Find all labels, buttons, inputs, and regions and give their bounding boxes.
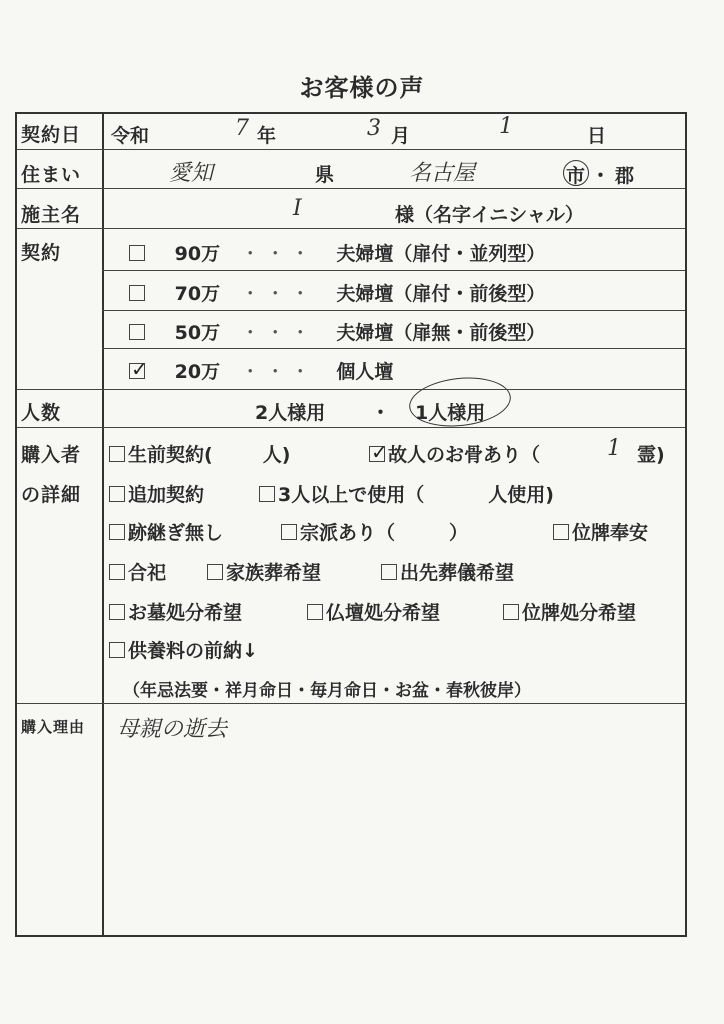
people-label: 人数 [21, 402, 62, 424]
district-unit: 郡 [615, 165, 635, 187]
contract-option [129, 239, 545, 266]
option-desc: 夫婦壇（扉無・前後型） [336, 322, 546, 344]
checkbox-icon[interactable] [129, 285, 145, 301]
pre-contract-unit: 人) [262, 444, 291, 466]
buyer-line-3 [109, 518, 223, 545]
contract-date-label: 契約日 [21, 124, 82, 146]
option-price: 20万 [174, 361, 221, 383]
additional-contract: 追加契約 [128, 484, 205, 506]
contract-option [129, 357, 393, 384]
reason-text: 母親の逝去 [117, 717, 228, 742]
checkbox-icon[interactable] [109, 642, 125, 658]
page-title: お客様の声 [299, 74, 425, 102]
prepay: 供養料の前納↓ [128, 640, 258, 662]
grave-disposal: お墓処分希望 [128, 602, 243, 624]
option-dots: ・・・ [240, 243, 316, 265]
sect-label: 宗派あり（ [300, 522, 396, 544]
buyer-line-5 [109, 598, 242, 625]
prefecture-value: 愛知 [169, 161, 214, 186]
option-desc: 夫婦壇（扉付・並列型） [336, 243, 546, 265]
buyer-family-funeral [207, 558, 321, 585]
checkbox-icon[interactable] [503, 604, 519, 620]
option-dots: ・・・ [240, 283, 316, 305]
people-option-2: 2人様用 [255, 402, 326, 424]
checkbox-icon[interactable] [307, 604, 323, 620]
day-unit: 日 [587, 125, 607, 147]
checkbox-icon[interactable] [109, 486, 125, 502]
checkbox-icon[interactable] [129, 245, 145, 261]
row-divider [17, 149, 685, 150]
contract-label: 契約 [21, 242, 62, 264]
gassi: 合祀 [128, 562, 167, 584]
family-funeral: 家族葬希望 [226, 562, 322, 584]
memorial-note: （年忌法要・祥月命日・毎月命日・お盆・春秋彼岸） [123, 681, 531, 701]
address-label: 住まい [21, 164, 82, 186]
checkmark-icon: ✓ [371, 440, 388, 464]
buyer-altar-disposal [307, 598, 440, 625]
row-divider [17, 389, 685, 390]
option-price: 70万 [174, 283, 221, 305]
reason-label: 購入理由 [21, 718, 86, 736]
buyer-line-2 [109, 480, 204, 507]
checkbox-icon[interactable] [281, 524, 297, 540]
pre-contract: 生前契約( [128, 444, 213, 466]
option-divider [102, 348, 685, 349]
remote-funeral: 出先葬儀希望 [400, 562, 515, 584]
month-unit: 月 [391, 125, 411, 147]
prefecture-unit: 県 [315, 164, 335, 186]
checkbox-icon[interactable] [381, 564, 397, 580]
checkbox-icon[interactable] [129, 357, 148, 381]
option-dots: ・・・ [240, 361, 316, 383]
ihai-enshrine: 位牌奉安 [572, 522, 649, 544]
day-value: 1 [499, 114, 513, 139]
buyer-line-6 [109, 636, 258, 663]
row-divider [17, 228, 685, 229]
contract-option [129, 318, 545, 345]
owner-initial: I [293, 196, 302, 221]
checkbox-icon[interactable] [553, 524, 569, 540]
owner-suffix: 様（名字イニシャル） [395, 204, 584, 226]
people-separator: ・ [371, 402, 391, 424]
buyer-line-4 [109, 558, 166, 585]
option-price: 50万 [174, 322, 221, 344]
city-unit: 市 [566, 165, 586, 187]
option-price: 90万 [174, 243, 221, 265]
checkmark-icon: ✓ [131, 357, 148, 381]
month-value: 3 [367, 116, 381, 141]
contract-option [129, 279, 545, 306]
row-divider [17, 427, 685, 428]
checkbox-icon[interactable] [109, 564, 125, 580]
option-divider [102, 270, 685, 271]
option-divider [102, 310, 685, 311]
year-value: 7 [235, 116, 249, 141]
buyer-ashes [369, 440, 540, 467]
era: 令和 [111, 125, 150, 147]
buyer-sect [281, 518, 468, 545]
row-divider [17, 188, 685, 189]
three-plus-label: 3人以上で使用（ [278, 484, 425, 506]
owner-label: 施主名 [21, 204, 82, 226]
people-option-1: 1人様用 [415, 402, 486, 424]
buyer-three-plus [259, 480, 554, 507]
checkbox-icon[interactable] [129, 324, 145, 340]
sect-close: ） [449, 522, 469, 544]
year-unit: 年 [257, 125, 277, 147]
buyer-ihai-disposal [503, 598, 636, 625]
checkbox-icon[interactable] [259, 486, 275, 502]
ihai-disposal: 位牌処分希望 [522, 602, 637, 624]
altar-disposal: 仏壇処分希望 [326, 602, 441, 624]
ashes-label: 故人のお骨あり（ [388, 444, 541, 466]
checkbox-icon[interactable] [109, 604, 125, 620]
ashes-unit: 霊) [637, 444, 665, 466]
address-separator: ・ [591, 165, 611, 187]
option-desc: 夫婦壇（扉付・前後型） [336, 283, 546, 305]
customer-voice-form [15, 112, 687, 937]
column-divider [102, 114, 104, 935]
checkbox-icon[interactable] [207, 564, 223, 580]
three-plus-unit: 人使用) [488, 484, 554, 506]
buyer-ihai-enshrine [553, 518, 648, 545]
buyer-line-1 [109, 440, 290, 467]
checkbox-icon[interactable] [109, 446, 125, 462]
checkbox-icon[interactable] [109, 524, 125, 540]
checkbox-icon[interactable] [369, 440, 388, 464]
no-successor: 跡継ぎ無し [128, 522, 224, 544]
city-value: 名古屋 [409, 161, 476, 186]
buyer-remote-funeral [381, 558, 514, 585]
option-dots: ・・・ [240, 322, 316, 344]
ashes-count: 1 [607, 436, 621, 461]
row-divider [17, 703, 685, 704]
option-desc: 個人壇 [336, 361, 394, 383]
buyer-label-1: 購入者 [21, 444, 82, 466]
buyer-label-2: の詳細 [21, 484, 82, 506]
